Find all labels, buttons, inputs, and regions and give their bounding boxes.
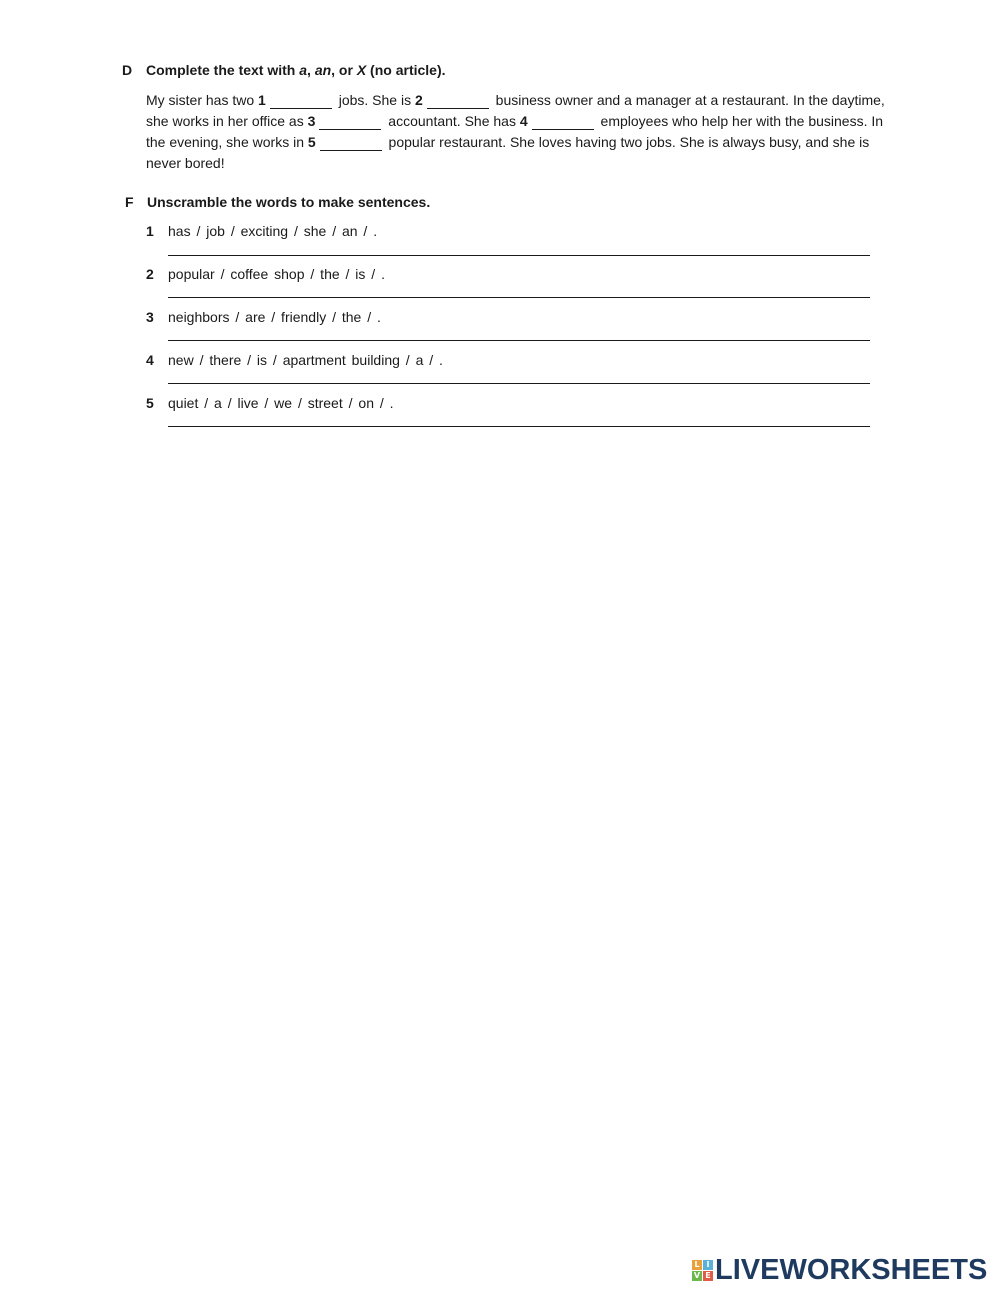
item-words: neighbors / are / friendly / the / .	[168, 309, 381, 325]
logo-badge-icon: L I V E	[692, 1260, 713, 1281]
item-number: 4	[146, 352, 154, 368]
section-f-instruction: Unscramble the words to make sentences.	[147, 194, 431, 210]
section-d-instruction: Complete the text with a, an, or X (no article).	[146, 62, 446, 78]
logo-text: LIVEWORKSHEETS	[715, 1254, 988, 1286]
blank-input-5[interactable]	[320, 136, 382, 151]
blank-number-4: 4	[519, 113, 528, 129]
item-number: 5	[146, 395, 154, 411]
answer-input-4[interactable]	[168, 365, 870, 384]
section-f-heading	[125, 194, 430, 210]
blank-input-4[interactable]	[532, 115, 594, 130]
answer-input-3[interactable]	[168, 322, 870, 341]
item-number: 1	[146, 223, 154, 239]
blank-number-2: 2	[414, 92, 423, 108]
section-d-paragraph: My sister has two 1 jobs. She is 2 business owner and a manager at a restaurant. In the daytime, she works in her office as 3 accountant. She has 4 employees who help her with the business. In the evening, she works in 5 popular restaurant. She loves having two jobs. She is always busy, and she is never bored!	[146, 92, 885, 171]
blank-input-3[interactable]	[319, 115, 381, 130]
blank-input-2[interactable]	[427, 94, 489, 109]
liveworksheets-logo	[692, 1254, 987, 1287]
section-d-letter: D	[122, 62, 133, 78]
blank-number-5: 5	[307, 134, 316, 150]
answer-input-2[interactable]	[168, 279, 870, 298]
answer-input-5[interactable]	[168, 408, 870, 427]
item-words: new / there / is / apartment building / a / .	[168, 352, 443, 368]
item-words: popular / coffee shop / the / is / .	[168, 266, 385, 282]
blank-number-3: 3	[307, 113, 316, 129]
item-number: 2	[146, 266, 154, 282]
item-number: 3	[146, 309, 154, 325]
section-f-letter: F	[125, 194, 134, 210]
blank-input-1[interactable]	[270, 94, 332, 109]
item-words: quiet / a / live / we / street / on / .	[168, 395, 394, 411]
item-words: has / job / exciting / she / an / .	[168, 223, 378, 239]
section-d-heading	[122, 62, 446, 78]
blank-number-1: 1	[258, 92, 266, 108]
answer-input-1[interactable]	[168, 237, 870, 256]
